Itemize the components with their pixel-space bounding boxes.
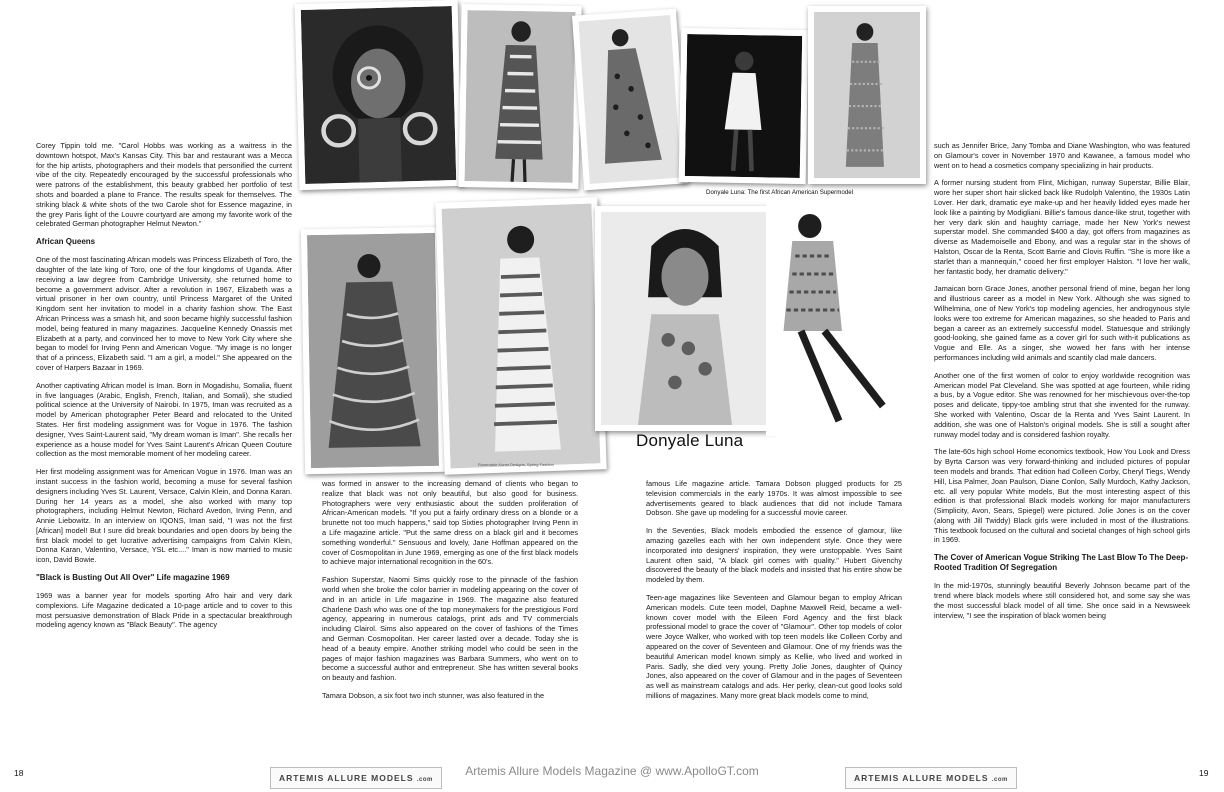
footer-brand-right — [845, 767, 1017, 789]
photo-credit-small: Rosemarie Kuner Designs, Spring Fashion — [478, 462, 554, 467]
photo-image — [814, 12, 920, 178]
footer-brand-suffix: .com — [416, 777, 433, 783]
article-column-3 — [646, 479, 902, 741]
photo-model-eye-pose — [295, 0, 463, 190]
paragraph: Corey Tippin told me. "Carol Hobbs was working as a waitress in the downtown hotspot, Max's Kansas City. This bar and restaurant was a Mecca for the hip artists, photographers and their models that personified the current vibe of the city. Repeatedly encouraged by the successful professionals who were patrons of the establishment, this beauty grabbed her portfolio of test shots and boarded a plane to France. The results speak for themselves. The striking black & white shots of the two Carole shot for Essence magazine, in the grey Paris light of the Louvre courtyard are among my favorite work of the celebrated German photographer Helmut Newton." — [36, 141, 292, 229]
paragraph: Jamaican born Grace Jones, another personal friend of mine, began her long and illustrious career as a model in New York. Although she was signed to Wilhelmina, one of New York's top modeling agencies, her androgynous style looks were too extreme for American magazines, so she headed to Paris and began a career as an extremely successful model. Statuesque and strikingly good-looking, she gained fame as a cover girl for such with-it publications as Vogue and Elle. As a singer, she wowed her fans with her intense performances including wild animals and scantily clad male dancers. — [934, 284, 1190, 362]
paragraph: Fashion Superstar, Naomi Sims quickly rose to the pinnacle of the fashion world when she broke the color barrier in modeling appearing on the cover of and in an article in Life magazine in 1969. The magazine also featured Charlene Dash who was one of the top moneymakers for the prestigious Ford agency, appearing in numerous catalogs, print ads and TV commercials including Clairol. Sims also appeared on the cover of fashions of the Times and German Cosmopolitan. Her career lasted over a decade. Today she is head of a beauty empire. Another striking model who could be seen in the pages of major fashion magazines was Barbara Summers, who went on to become a successful author and entrepreneur. She has written several books on beauty and fashion. — [322, 575, 578, 683]
paragraph: Another captivating African model is Iman. Born in Mogadishu, Somalia, fluent in five languages (Arabic, English, French, Italian, and Somali), she studied political science at the University of Nairobi. In 1975, Iman was recruited as a model by American photographer Peter Beard and relocated to the United States. Her first modeling assignment was for Vogue in 1976. The fashion designer, Yves Saint-Laurent said, "My dream woman is Iman". She recalls her experience as a house model for Yves Saint Laurent's African Queen Couture collection as the most memorable moment of her modeling career. — [36, 380, 292, 459]
photo-caption-donyale-luna: Donyale Luna — [636, 431, 744, 450]
paragraph: A former nursing student from Flint, Michigan, runway Superstar, Billie Blair, wore her super short hair slicked back like Rudolph Valentino, the 1930s Latin Lover. Her dark, dramatic eye make-up and her heavily lidded eyes made her look like a painting by Modigliani. Billie's famous dance-like strut, together with her very dark skin and haughty carriage, made her New York's newest superstar model. She commanded $400 a day, got offers from magazines as diverse as Mademoiselle and Ebony, and was a regular star in the shows of Halston, Oscar de la Renta, Scott Barrie and Clovis Ruffin. "She is more like a starlet than a mannequin," cooed her first employer Halston. "I love her walk, her fantastic body, her dramatic delivery." — [934, 178, 1190, 276]
paragraph: In the mid-1970s, stunningly beautiful Beverly Johnson became part of the trend where black models where still considered hot, and some say she was the most successful black model of all time. She once said in a Newsweek interview, "I see the inspiration of black women being — [934, 581, 1190, 620]
paragraph: One of the most fascinating African models was Princess Elizabeth of Toro, the daughter of the late king of Toro, one of the four kingdoms of Uganda. After receiving a law degree from Cambridge University, she returned home to become a government advisor. After a revolution in 1967, Elizabeth was a virtual prisoner in her own country, until Princess Margaret of the United Kingdom sent her invitation to model in a charity fashion show. The East African Princess was a smash hit, and soon became highly successful fashion model, being featured in many magazines. Jacqueline Kennedy Onassis met Elizabeth at a party, and convinced her to move to New York City where she began to model for Irving Penn and American Vogue. "My image is no longer that of a princess, Elizabeth said. "I am a girl, a model." She appeared on the cover of Harpers Bazaar in 1969. — [36, 255, 292, 372]
photo-model-striped-gown — [435, 197, 606, 474]
paragraph: In the Seventies, Black models embodied the essence of glamour, like amazing gazelles each with her own independent style. Once they were incorporated into designers' inspiration, they were unstoppable. Yves Saint Laurent often said, "A black girl comes with quality." Hubert Givenchy discovered the beauty of the black models and insisted that his entire show be modeled by them. — [646, 526, 902, 585]
photo-image — [307, 233, 439, 468]
section-heading-black-is-busting-out: "Black is Busting Out All Over" Life magazine 1969 — [36, 573, 230, 583]
footer-brand-text: ARTEMIS ALLURE MODELS — [854, 773, 989, 783]
photo-model-chainmail-dress — [760, 190, 918, 442]
paragraph: such as Jennifer Brice, Jany Tomba and Diane Washington, who was featured on Glamour's cover in November 1970 and Kawanee, a famous model who went on to head a cosmetics company specializing in hair products. — [934, 141, 1190, 170]
photo-image — [685, 34, 802, 178]
paragraph: The late-60s high school Home economics textbook, How You Look and Dress by Byrta Carson was very forward-thinking and included pictures of popular teen models and brands. That edition had Colleen Corby, Cheryl Tiegs, Wendy Hill, Lisa Palmer, Joan Paulson, Diane Conlon, Sally Murdoch, Kathy Jackson, etc. all very popular White models, But the most interesting aspect of this edition is that professional Black models working for major manufacturers (Simplicity, Avon, Sears, Spiegel) were pictured. Jolie Jones is on the cover (along with Jill Twiddy) Black girls were included in most of the illustrations. This textbook focused on the cultural and societal changes of high school girls in 1969. — [934, 447, 1190, 545]
paragraph: 1969 was a banner year for models sporting Afro hair and very dark complexions. Life Magazine dedicated a 10-page article and to cover to this most persuasive demonstration of Black Pride in a spectacular breakthrough modeling agency known as "Black Beauty". The agency — [36, 591, 292, 630]
photo-model-leopard-dress — [572, 9, 688, 191]
photo-model-pleated-dress — [301, 227, 445, 474]
photo-model-sequin-gown — [808, 6, 926, 184]
footer-brand-text: ARTEMIS ALLURE MODELS — [279, 773, 414, 783]
page-number-left: 18 — [14, 768, 24, 778]
paragraph: Tamara Dobson, a six foot two inch stunner, was also featured in the — [322, 690, 545, 700]
paragraph: Teen-age magazines like Seventeen and Glamour began to employ African American models. Cute teen model, Daphne Maxwell Reid, became a well-known cover model with the Eileen Ford Agency and the first black professional model to grace the cover of "Glamour". Other top models of color were Joyce Walker, who worked with top teen models like Colleen Corby and appeared on the cover of Seventeen and Glamour. One of my friends was the beautiful American model known simply as Kellie, who lived and worked in Paris. Sadly, she died very young. Pretty Jolie Jones, daughter of Quincy Jones, also appeared on the cover of Glamour and in the pages of Seventeen as well as mainstream catalogs and ads. Her perky, clean-cut good looks sold millions of magazines. Many more great black models come to mind, — [646, 592, 902, 700]
footer-brand-suffix: .com — [991, 777, 1008, 783]
photo-image — [465, 10, 576, 183]
footer-magazine-url: Artemis Allure Models Magazine @ www.ApolloGT.com — [465, 764, 759, 778]
photo-image — [578, 15, 681, 184]
photo-model-patterned-dress — [458, 4, 581, 189]
photo-model-portrait-bob — [595, 206, 775, 431]
photo-caption-top: Donyale Luna: The first African American Supermodel — [706, 189, 854, 196]
article-column-2 — [322, 479, 578, 741]
section-heading-vogue-cover: The Cover of American Vogue Striking The Last Blow To The Deep-Rooted Tradition Of Segregation — [934, 553, 1189, 573]
photo-model-white-minidress — [679, 28, 809, 184]
section-heading-african-queens: African Queens — [36, 237, 96, 247]
photo-image — [766, 196, 912, 436]
photo-image — [601, 212, 769, 425]
paragraph: Her first modeling assignment was for American Vogue in 1976. Iman was an instant success in the fashion world, becoming a muse for several fashion designers including Yves St. Laurent, Versace, Calvin Klein, and Donna Karan. During her 14 years as a model, she also worked with many top photographers, including Helmut Newton, Richard Avedon, Irving Penn, and Annie Liebowitz. In an interview on IQONS, Iman said, "I was not the first [African] model! But I sure did break boundaries and open doors by being the first black model to get lucrative advertising campaigns from Calvin Klein, Donna Karan, Valentino, Versace, YSL etc...." Iman is now married to music icon, David Bowie. — [36, 467, 292, 565]
photo-image — [301, 6, 457, 184]
paragraph: famous Life magazine article. Tamara Dobson plugged products for 25 television commercials in the early 1970s. It was almost impossible to see advertisements geared to black audiences that did not include Tamara Dobson. She gave up modeling for a successful movie career. — [646, 479, 902, 518]
page-number-right: 19 — [1199, 768, 1209, 778]
paragraph: was formed in answer to the increasing demand of clients who began to realize that black was not only beautiful, but also good for business. Photographers were very enthusiastic about the sudden proliferation of African-American models. "If you put a fairly ordinary dress on a blonde or a brunette not too much happens," said top Sixties photographer Irving Penn in a Life magazine article. "Put the same dress on a black girl and it becomes something wonderful." Sensuous and lovely, Jane Hoffman appeared on the cover of Cosmopolitan in June 1969, emerging as one of the first black models to achieve major international recognition in the 60's. — [322, 479, 578, 567]
photo-image — [442, 203, 601, 468]
paragraph: Another one of the first women of color to enjoy worldwide recognition was American model Pat Cleveland. She was spotted at age fourteen, while riding a bus, by a Vogue editor. She was renowned for her mischievous over-the-top poses and delicate, tippy-toe ambling strut that she invented for the runway. She worked with Valentino, Oscar de la Renta and Yves Saint Laurent. In addition, she was one of Halston's original models. She is still a sought after runway model today and is considered fashion royalty. — [934, 370, 1190, 439]
article-column-1 — [36, 141, 292, 741]
article-column-4 — [934, 141, 1190, 741]
